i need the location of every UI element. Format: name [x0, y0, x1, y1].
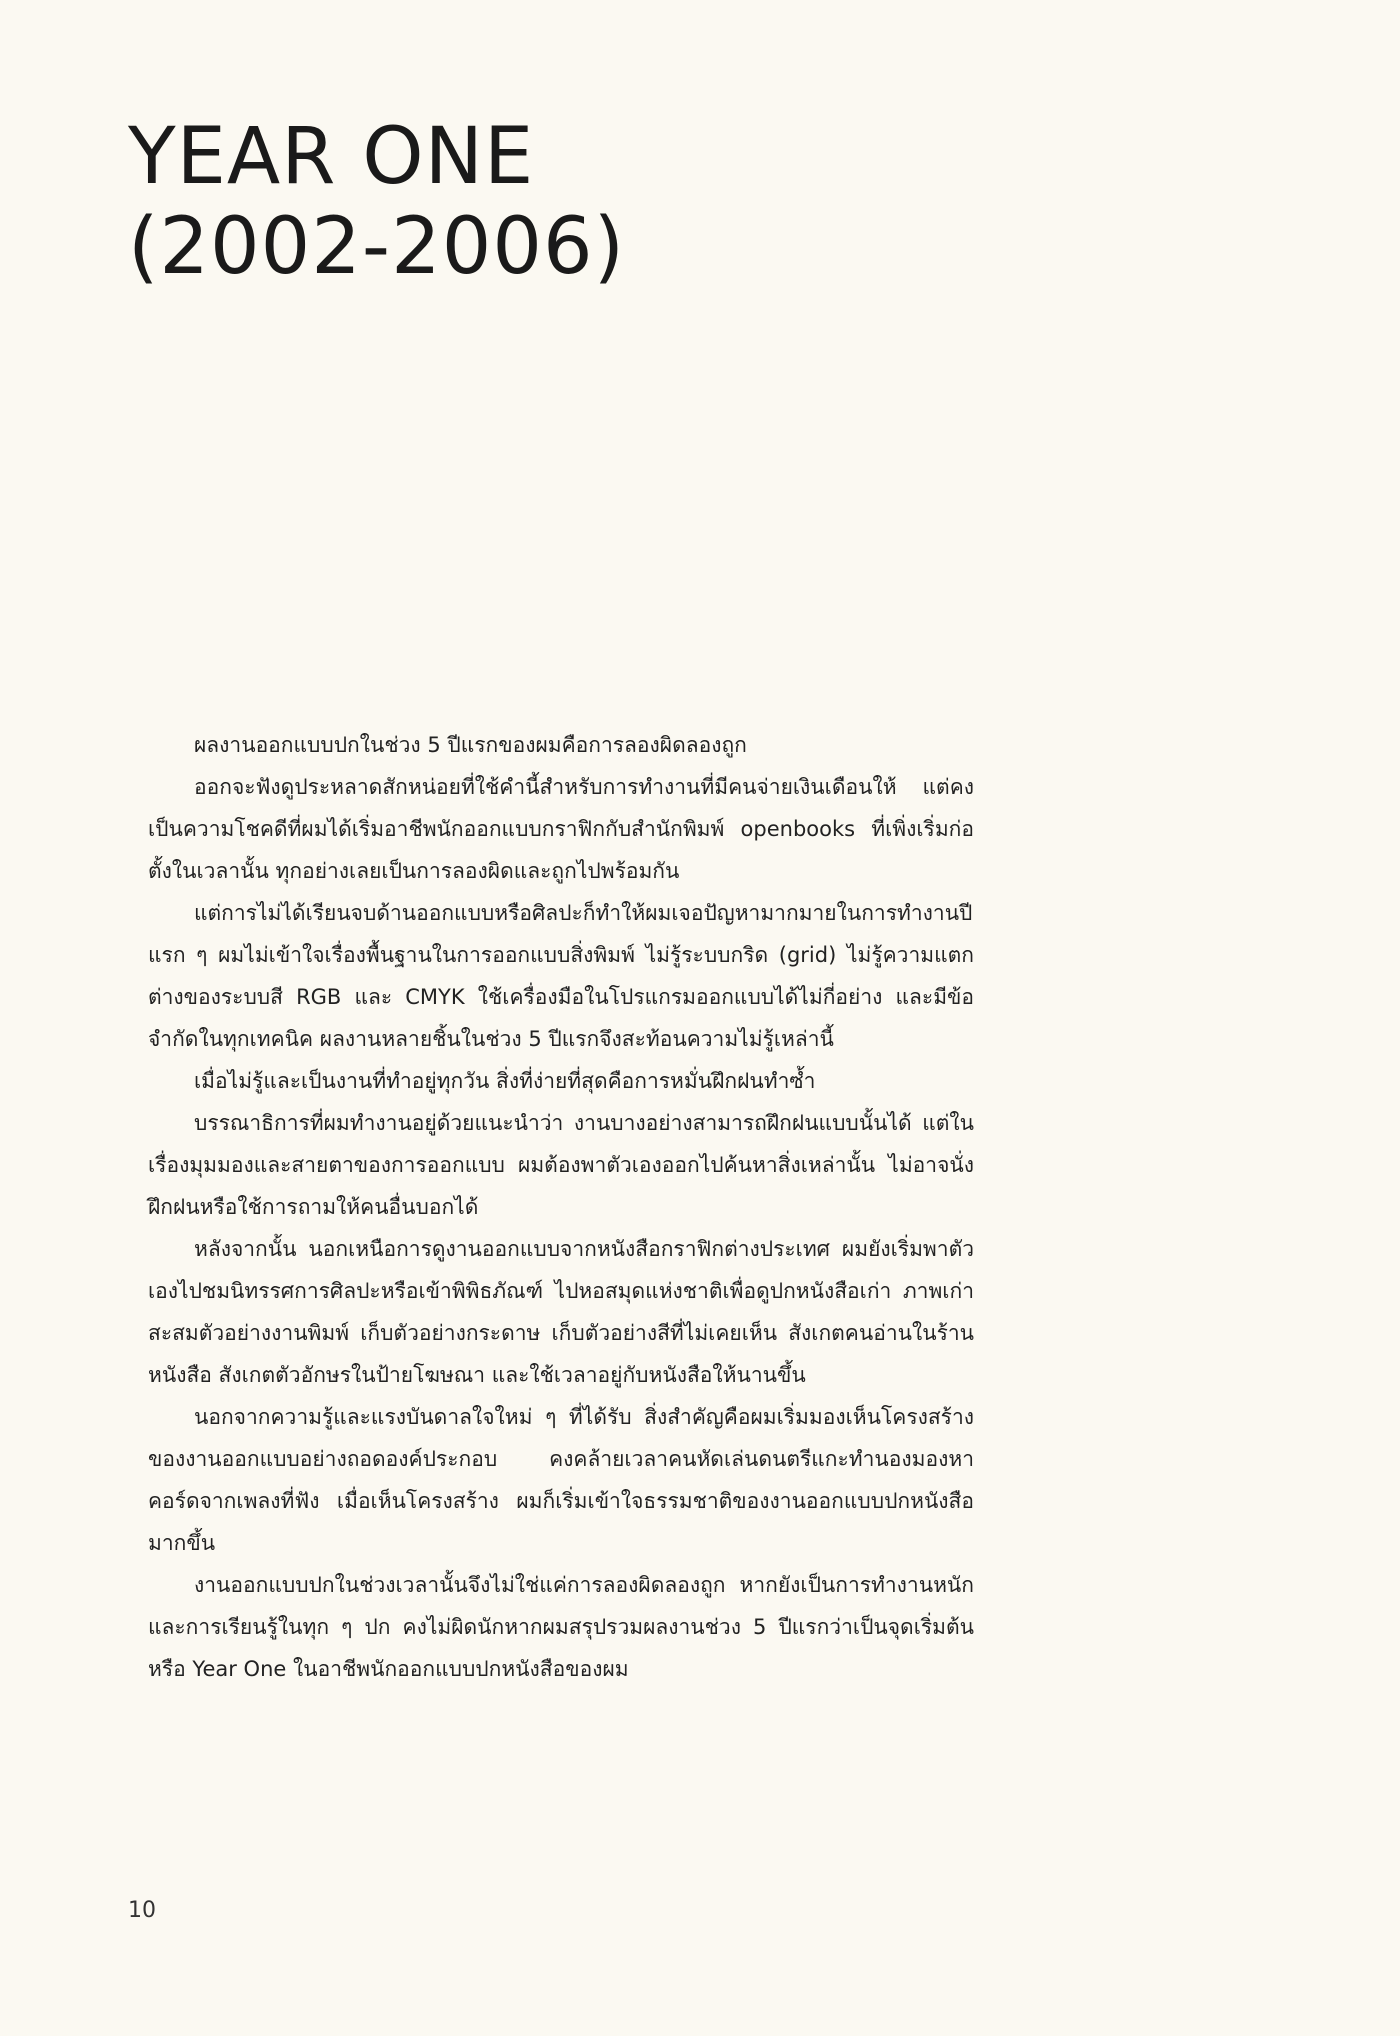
paragraph: งานออกแบบปกในช่วงเวลานั้นจึงไม่ใช่แค่การลองผิดลองถูก หากยังเป็นการทำงานหนักและการเรียนรู้ในทุก ๆ ปก คงไม่ผิดนักหากผมสรุปรวมผลงานช่วง 5 ปีแรกว่าเป็นจุดเริ่มต้นหรือ Year One ในอาชีพนักออกแบบปกหนังสือของผม: [148, 1573, 974, 1681]
paragraph: นอกจากความรู้และแรงบันดาลใจใหม่ ๆ ที่ได้รับ สิ่งสำคัญคือผมเริ่มมองเห็นโครงสร้างของงานออกแบบอย่างถอดองค์ประกอบ คงคล้ายเวลาคนหัดเล่นดนตรีแกะทำนองมองหาคอร์ดจากเพลงที่ฟัง เมื่อเห็นโครงสร้าง ผมก็เริ่มเข้าใจธรรมชาติของงานออกแบบปกหนังสือมากขึ้น: [148, 1405, 974, 1555]
paragraph: บรรณาธิการที่ผมทำงานอยู่ด้วยแนะนำว่า งานบางอย่างสามารถฝึกฝนแบบนั้นได้ แต่ในเรื่องมุมมองและสายตาของการออกแบบ ผมต้องพาตัวเองออกไปค้นหาสิ่งเหล่านั้น ไม่อาจนั่งฝึกฝนหรือใช้การถามให้คนอื่นบอกได้: [148, 1111, 974, 1219]
paragraph: เมื่อไม่รู้และเป็นงานที่ทำอยู่ทุกวัน สิ่งที่ง่ายที่สุดคือการหมั่นฝึกฝนทำซ้ำ: [194, 1069, 816, 1093]
paragraph: แต่การไม่ได้เรียนจบด้านออกแบบหรือศิลปะก็ทำให้ผมเจอปัญหามากมายในการทำงานปีแรก ๆ ผมไม่เข้าใจเรื่องพื้นฐานในการออกแบบสิ่งพิมพ์ ไม่รู้ระบบกริด (grid) ไม่รู้ความแตกต่างของระบบสี RGB และ CMYK ใช้เครื่องมือในโปรแกรมออกแบบได้ไม่กี่อย่าง และมีข้อจำกัดในทุกเทคนิค ผลงานหลายชิ้นในช่วง 5 ปีแรกจึงสะท้อนความไม่รู้เหล่านี้: [148, 901, 974, 1051]
paragraph: หลังจากนั้น นอกเหนือการดูงานออกแบบจากหนังสือกราฟิกต่างประเทศ ผมยังเริ่มพาตัวเองไปชมนิทรรศการศิลปะหรือเข้าพิพิธภัณฑ์ ไปหอสมุดแห่งชาติเพื่อดูปกหนังสือเก่า ภาพเก่า สะสมตัวอย่างงานพิมพ์ เก็บตัวอย่างกระดาษ เก็บตัวอย่างสีที่ไม่เคยเห็น สังเกตคนอ่านในร้านหนังสือ สังเกตตัวอักษรในป้ายโฆษณา และใช้เวลาอยู่กับหนังสือให้นานขึ้น: [148, 1237, 974, 1387]
page-title: [128, 112, 625, 292]
paragraph: ผลงานออกแบบปกในช่วง 5 ปีแรกของผมคือการลองผิดลองถูก: [194, 733, 747, 757]
paragraph: ออกจะฟังดูประหลาดสักหน่อยที่ใช้คำนี้สำหรับการทำงานที่มีคนจ่ายเงินเดือนให้ แต่คงเป็นความโชคดีที่ผมได้เริ่มอาชีพนักออกแบบกราฟิกกับสำนักพิมพ์ openbooks ที่เพิ่งเริ่มก่อตั้งในเวลานั้น ทุกอย่างเลยเป็นการลองผิดและถูกไปพร้อมกัน: [148, 775, 974, 883]
page-title-line-2: (2002-2006): [128, 202, 626, 292]
body-text: [148, 724, 974, 1690]
page-number: 10: [128, 1898, 156, 1923]
page-title-line-1: YEAR ONE: [128, 112, 535, 202]
